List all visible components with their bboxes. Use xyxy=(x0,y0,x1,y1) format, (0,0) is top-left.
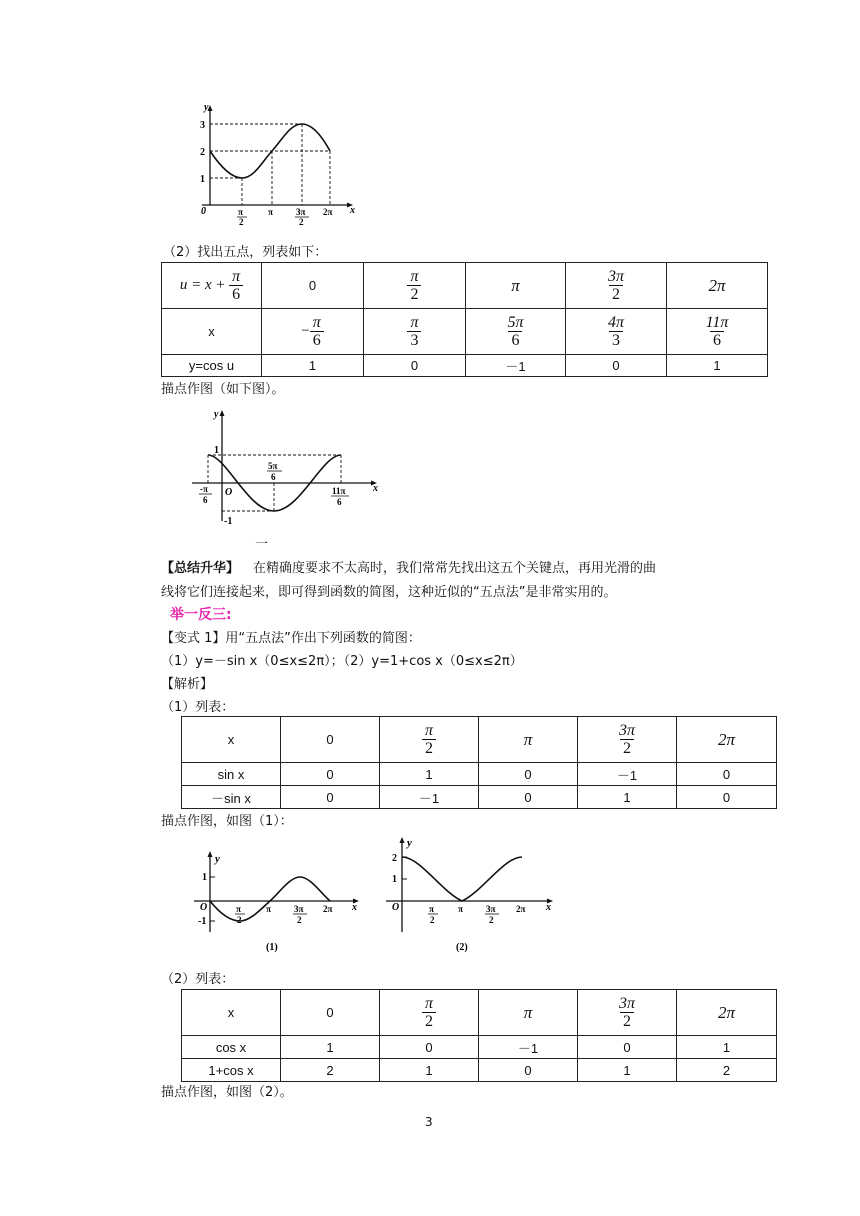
svg-text:5π: 5π xyxy=(268,461,278,471)
svg-text:x: x xyxy=(352,902,357,913)
cell: $\frac{4\pi}{3}$ xyxy=(566,309,667,355)
svg-text:2: 2 xyxy=(489,915,494,925)
cell: 1 xyxy=(677,1036,777,1059)
x-tick-pi: π xyxy=(268,207,273,217)
cell: x xyxy=(182,717,281,763)
y-tick-2: 2 xyxy=(200,147,205,158)
summary-line-2: 线将它们连接起来，即可得到函数的简图，这种近似的“五点法”是非常实用的。 xyxy=(161,585,617,600)
cell: 0 xyxy=(281,763,380,786)
sin-table xyxy=(181,716,777,809)
svg-text:2π: 2π xyxy=(323,904,333,914)
svg-text:6: 6 xyxy=(337,497,342,507)
table-row xyxy=(162,263,768,309)
x-tick-2pi: 2π xyxy=(323,207,333,217)
table-row xyxy=(182,990,777,1036)
cell: 1 xyxy=(380,1059,479,1082)
origin-label: 0 xyxy=(201,206,206,217)
svg-text:π: π xyxy=(236,904,241,914)
svg-text:6: 6 xyxy=(203,495,208,505)
svg-text:y: y xyxy=(215,853,220,865)
cell: 0 xyxy=(479,786,578,809)
variant-line: 【变式 1】用“五点法”作出下列函数的简图： xyxy=(161,631,421,646)
cell: 0 xyxy=(578,1036,677,1059)
svg-text:3π: 3π xyxy=(486,904,496,914)
svg-text:1: 1 xyxy=(392,874,397,885)
svg-text:(1): (1) xyxy=(266,942,278,953)
cell: 1 xyxy=(380,763,479,786)
cell: 2 xyxy=(677,1059,777,1082)
cell: 1 xyxy=(281,1036,380,1059)
cell: $\frac{5\pi}{6}$ xyxy=(466,309,566,355)
cell: x xyxy=(182,990,281,1036)
cell: －1 xyxy=(380,786,479,809)
table-row xyxy=(162,309,768,355)
cell: 0 xyxy=(281,786,380,809)
cell: 1+cos x xyxy=(182,1059,281,1082)
cell: π xyxy=(466,263,566,309)
cell: 0 xyxy=(364,355,466,377)
cell: －1 xyxy=(479,1036,578,1059)
cell: π xyxy=(479,990,578,1036)
row-header-x: x xyxy=(162,309,262,355)
svg-text:y: y xyxy=(407,837,412,849)
analysis-tag: 【解析】 xyxy=(161,677,214,692)
x-tick-3pi-half-num: 3π xyxy=(296,207,306,217)
table-row xyxy=(182,1059,777,1082)
svg-text:(2): (2) xyxy=(456,942,468,953)
cell: 0 xyxy=(677,763,777,786)
x-axis-label: x xyxy=(350,205,355,216)
svg-text:3π: 3π xyxy=(294,904,304,914)
svg-text:2π: 2π xyxy=(516,904,526,914)
y-tick-1: 1 xyxy=(200,174,205,185)
cell: 1 xyxy=(578,1059,677,1082)
cell: 0 xyxy=(479,763,578,786)
practice-heading: 举一反三: xyxy=(170,607,232,623)
table-row xyxy=(182,763,777,786)
five-point-table xyxy=(161,262,768,377)
svg-text:2: 2 xyxy=(297,915,302,925)
cos-table xyxy=(181,989,777,1082)
svg-text:π: π xyxy=(266,904,271,914)
label-one: 1 xyxy=(214,445,219,456)
svg-text:O: O xyxy=(392,902,400,913)
cell: －1 xyxy=(578,763,677,786)
plot-text-3: 描点作图，如图（2）。 xyxy=(161,1085,293,1100)
cell: 2 xyxy=(281,1059,380,1082)
x-tick-pi-half-num: π xyxy=(238,207,243,217)
variant-items: （1）y=－sin x（0≤x≤2π）；（2）y=1+cos x（0≤x≤2π） xyxy=(161,654,523,669)
cell: 2π xyxy=(667,263,768,309)
x-axis-label: x xyxy=(373,483,378,494)
cell: 1 xyxy=(667,355,768,377)
y-tick-3: 3 xyxy=(200,120,205,131)
svg-text:6: 6 xyxy=(271,472,276,482)
y-axis-label: y xyxy=(214,409,219,420)
table-row xyxy=(182,786,777,809)
cell: $\frac{\pi}{2}$ xyxy=(364,263,466,309)
cell: cos x xyxy=(182,1036,281,1059)
cell: －sin x xyxy=(182,786,281,809)
variant-tag: 【变式 1】 xyxy=(161,631,226,646)
svg-text:π: π xyxy=(458,904,463,914)
cell: 0 xyxy=(262,263,364,309)
panel-right xyxy=(386,837,553,953)
x-tick-pi-half-den: 2 xyxy=(239,217,244,227)
cell: 2π xyxy=(677,990,777,1036)
panel-left xyxy=(194,851,359,953)
svg-text:x: x xyxy=(546,902,551,913)
cell: $\frac{3\pi}{2}$ xyxy=(578,990,677,1036)
cell: $\frac{11\pi}{6}$ xyxy=(667,309,768,355)
cell: $\frac{\pi}{2}$ xyxy=(380,717,479,763)
cell: $\frac{3\pi}{2}$ xyxy=(566,263,667,309)
cell: 0 xyxy=(281,990,380,1036)
cell: 0 xyxy=(281,717,380,763)
row-header-y: y=cos u xyxy=(162,355,262,377)
cell: 0 xyxy=(479,1059,578,1082)
graph-sin-shifted xyxy=(190,100,370,230)
svg-text:11π: 11π xyxy=(332,486,346,496)
svg-text:2: 2 xyxy=(237,915,242,925)
svg-text:-π: -π xyxy=(200,484,208,494)
cell: $\frac{\pi}{3}$ xyxy=(364,309,466,355)
label-neg-one: -1 xyxy=(224,516,233,527)
table-row xyxy=(182,717,777,763)
svg-text:π: π xyxy=(429,904,434,914)
step2-text: （2）找出五点，列表如下： xyxy=(163,245,328,260)
cell: $\frac{\pi}{2}$ xyxy=(380,990,479,1036)
table-row xyxy=(182,1036,777,1059)
cell: －1 xyxy=(466,355,566,377)
summary-tag: 【总结升华】 xyxy=(161,561,240,576)
origin-label: O xyxy=(225,487,233,498)
graph-cos-shifted xyxy=(186,403,386,538)
row-header-u: u = x + $\frac{\pi}{6}$ xyxy=(162,263,262,309)
list-2-text: （2）列表： xyxy=(161,972,235,987)
svg-text:O: O xyxy=(200,902,208,913)
cell: 1 xyxy=(262,355,364,377)
cell: 1 xyxy=(578,786,677,809)
x-tick-3pi-half-den: 2 xyxy=(299,217,304,227)
cell: 2π xyxy=(677,717,777,763)
cell: 0 xyxy=(380,1036,479,1059)
cell: − $\frac{\pi}{6}$ xyxy=(262,309,364,355)
svg-text:-1: -1 xyxy=(198,916,207,927)
cell: $\frac{3\pi}{2}$ xyxy=(578,717,677,763)
list-1-text: （1）列表： xyxy=(161,700,235,715)
svg-text:1: 1 xyxy=(202,872,207,883)
svg-text:2: 2 xyxy=(430,915,435,925)
cell: 0 xyxy=(566,355,667,377)
plot-text-1: 描点作图（如下图）。 xyxy=(161,382,285,397)
cell: sin x xyxy=(182,763,281,786)
y-axis-label: y xyxy=(204,102,209,113)
cell: π xyxy=(479,717,578,763)
table-row xyxy=(162,355,768,377)
summary-line-1: 【总结升华】 在精确度要求不太高时，我们常常先找出这五个关键点，再用光滑的曲 xyxy=(161,561,657,576)
plot-text-2: 描点作图，如图（1）： xyxy=(161,814,293,829)
svg-text:2: 2 xyxy=(392,853,397,864)
stray-dash: 一 xyxy=(255,537,269,552)
graph-pair xyxy=(180,832,570,962)
page-number: 3 xyxy=(425,1115,433,1129)
cell: 0 xyxy=(677,786,777,809)
